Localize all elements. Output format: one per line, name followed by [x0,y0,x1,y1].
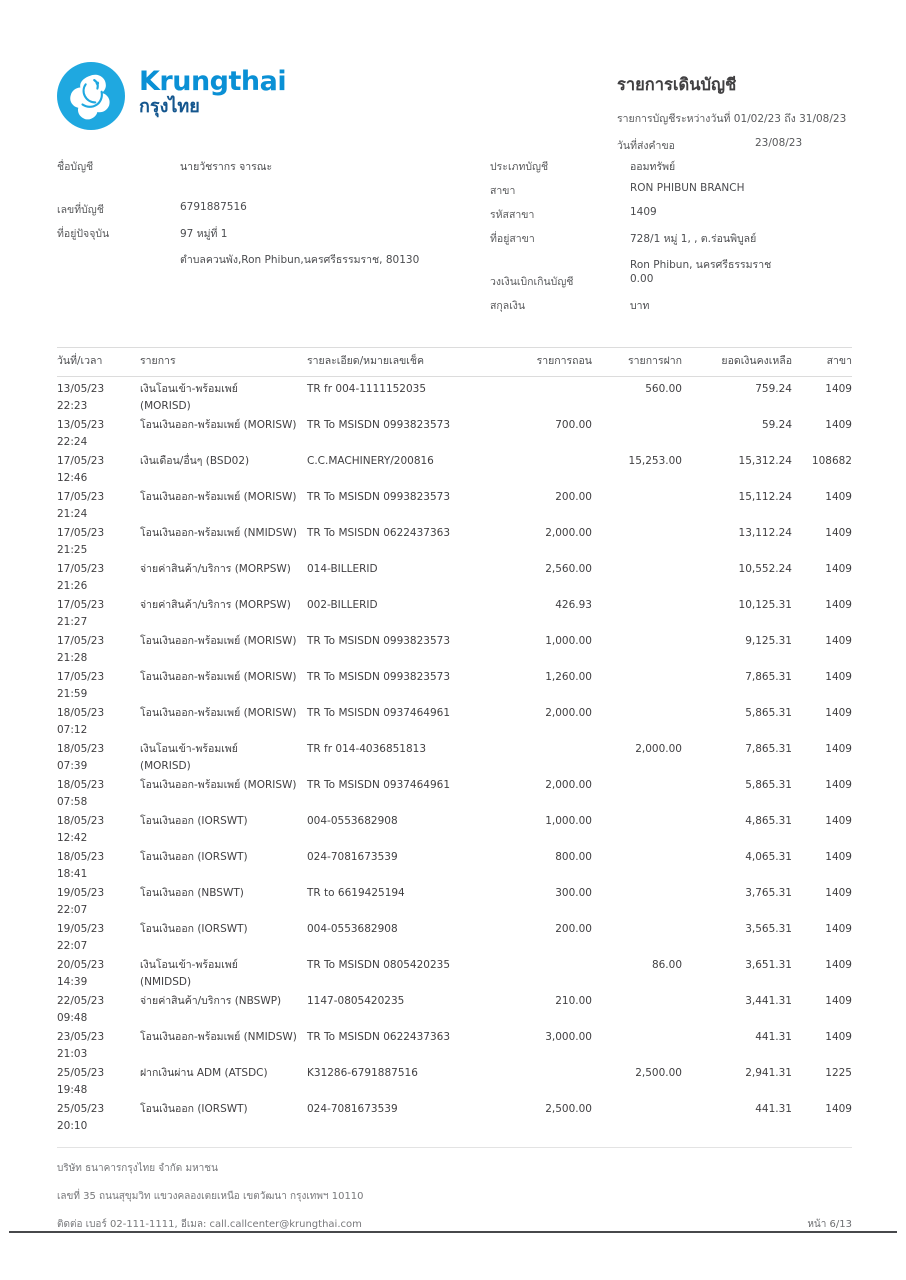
cell-datetime: 17/05/23 21:24 [57,491,105,520]
cell-transaction: โอนเงินออก-พร้อมเพย์ (MORISW) [140,419,297,431]
page-number: หน้า 6/13 [807,1219,852,1230]
cell-datetime: 17/05/23 21:25 [57,527,105,556]
field-value: 1409 [630,206,657,218]
footer-company: บริษัท ธนาคารกรุงไทย จำกัด มหาชน [57,1163,218,1174]
cell-details: TR To MSISDN 0937464961 [307,779,451,791]
cell-datetime: 25/05/23 20:10 [57,1103,105,1132]
cell-balance: 10,125.31 [738,599,792,611]
cell-branch: 1409 [825,563,852,575]
cell-balance: 4,065.31 [745,851,792,863]
account-info-left [57,158,477,268]
cell-details: 014-BILLERID [307,563,378,575]
cell-branch: 1409 [825,383,852,395]
account-field-row [57,201,477,225]
cell-branch: 1409 [825,635,852,647]
cell-transaction: โอนเงินออก (NBSWT) [140,887,244,899]
field-label: วงเงินเบิกเกินบัญชี [490,276,574,288]
statement-period: รายการบัญชีระหว่างวันที่ 01/02/23 ถึง 31/08/23 [617,113,847,125]
cell-transaction: โอนเงินออก (IORSWT) [140,815,248,827]
cell-branch: 1409 [825,815,852,827]
cell-balance: 3,441.31 [745,995,792,1007]
cell-details: TR fr 004-1111152035 [307,383,427,395]
cell-balance: 7,865.31 [745,671,792,683]
cell-transaction: โอนเงินออก (IORSWT) [140,1103,248,1115]
cell-withdrawal: 2,500.00 [545,1103,592,1115]
cell-balance: 10,552.24 [738,563,792,575]
cell-branch: 1409 [825,1031,852,1043]
field-value: 0.00 [630,273,654,285]
footer-address: เลขที่ 35 ถนนสุขุมวิท แขวงคลองเตยเหนือ เขตวัฒนา กรุงเทพฯ 10110 [57,1191,364,1202]
cell-details: TR to 6619425194 [307,887,405,899]
table-row [57,737,852,773]
table-header-row [57,347,852,377]
cell-balance: 13,112.24 [738,527,792,539]
cell-datetime: 17/05/23 12:46 [57,455,105,484]
account-field-row [490,230,890,273]
statement-header [617,72,867,154]
cell-details: 004-0553682908 [307,815,398,827]
field-label: ประเภทบัญชี [490,161,549,173]
cell-datetime: 18/05/23 07:39 [57,743,105,772]
cell-datetime: 19/05/23 22:07 [57,887,105,916]
cell-datetime: 18/05/23 12:42 [57,815,105,844]
cell-details: TR fr 014-4036851813 [307,743,427,755]
statement-table-body [57,377,852,1133]
cell-balance: 15,312.24 [738,455,792,467]
cell-balance: 5,865.31 [745,779,792,791]
cell-transaction: โอนเงินออก-พร้อมเพย์ (MORISW) [140,671,297,683]
cell-balance: 3,565.31 [745,923,792,935]
field-value: ออมทรัพย์ [630,161,676,173]
cell-branch: 1409 [825,491,852,503]
table-row [57,917,852,953]
col-header-balance: ยอดเงินคงเหลือ [721,355,792,367]
col-header-details: รายละเอียด/หมายเลขเช็ค [307,355,424,367]
cell-balance: 7,865.31 [745,743,792,755]
field-value: RON PHIBUN BRANCH [630,182,745,194]
cell-branch: 1409 [825,527,852,539]
cell-branch: 1409 [825,851,852,863]
cell-transaction: โอนเงินออก-พร้อมเพย์ (NMIDSW) [140,527,297,539]
table-row [57,953,852,989]
cell-withdrawal: 210.00 [555,995,592,1007]
cell-details: TR To MSISDN 0993823573 [307,671,451,683]
cell-balance: 3,765.31 [745,887,792,899]
cell-transaction: จ่ายค่าสินค้า/บริการ (NBSWP) [140,995,282,1007]
krungthai-logo [57,62,125,130]
cell-branch: 1225 [825,1067,852,1079]
table-row [57,521,852,557]
cell-withdrawal: 700.00 [555,419,592,431]
cell-balance: 9,125.31 [745,635,792,647]
cell-deposit: 2,000.00 [635,743,682,755]
cell-branch: 1409 [825,1103,852,1115]
cell-deposit: 15,253.00 [628,455,682,467]
cell-withdrawal: 426.93 [555,599,592,611]
cell-transaction: โอนเงินออก-พร้อมเพย์ (MORISW) [140,491,297,503]
statement-table [57,347,852,1133]
col-header-branch: สาขา [826,355,852,367]
col-header-transaction: รายการ [140,355,176,367]
cell-details: C.C.MACHINERY/200816 [307,455,434,467]
cell-withdrawal: 200.00 [555,923,592,935]
table-row [57,701,852,737]
cell-datetime: 17/05/23 21:26 [57,563,105,592]
field-label: สกุลเงิน [490,300,526,312]
cell-balance: 441.31 [755,1031,792,1043]
col-header-datetime: วันที่/เวลา [57,355,103,367]
col-header-withdrawal: รายการถอน [536,355,592,367]
cell-details: 004-0553682908 [307,923,398,935]
account-field-row [490,182,890,206]
page-footer [57,1147,852,1232]
cell-withdrawal: 2,000.00 [545,527,592,539]
field-label: สาขา [490,185,516,197]
cell-details: 1147-0805420235 [307,995,405,1007]
cell-datetime: 18/05/23 07:58 [57,779,105,808]
cell-details: 002-BILLERID [307,599,378,611]
cell-balance: 4,865.31 [745,815,792,827]
cell-branch: 1409 [825,887,852,899]
cell-details: TR To MSISDN 0993823573 [307,419,451,431]
brand-wordmark [139,62,286,116]
cell-details: TR To MSISDN 0805420235 [307,959,451,971]
cell-balance: 59.24 [761,419,792,431]
cell-details: 024-7081673539 [307,851,398,863]
account-field-row [57,225,477,268]
account-field-row [490,158,890,182]
cell-datetime: 17/05/23 21:27 [57,599,105,628]
cell-details: TR To MSISDN 0622437363 [307,527,451,539]
field-value: นายวัชรากร จารณะ [180,161,273,173]
cell-balance: 759.24 [755,383,792,395]
cell-deposit: 560.00 [645,383,682,395]
cell-balance: 441.31 [755,1103,792,1115]
cell-withdrawal: 2,000.00 [545,707,592,719]
cell-balance: 2,941.31 [745,1067,792,1079]
cell-transaction: โอนเงินออก-พร้อมเพย์ (NMIDSW) [140,1031,297,1043]
request-date-value: 23/08/23 [755,137,803,149]
table-row [57,665,852,701]
cell-datetime: 17/05/23 21:59 [57,671,105,700]
cell-withdrawal: 3,000.00 [545,1031,592,1043]
table-row [57,593,852,629]
account-info-right [490,158,890,321]
cell-withdrawal: 2,560.00 [545,563,592,575]
cell-transaction: ฝากเงินผ่าน ADM (ATSDC) [140,1067,268,1079]
field-value: 6791887516 [180,201,247,213]
cell-datetime: 13/05/23 22:24 [57,419,105,448]
cell-datetime: 22/05/23 09:48 [57,995,105,1024]
table-row [57,881,852,917]
table-row [57,989,852,1025]
cell-balance: 3,651.31 [745,959,792,971]
field-label: รหัสสาขา [490,209,535,221]
cell-withdrawal: 200.00 [555,491,592,503]
table-row [57,377,852,413]
table-row [57,845,852,881]
cell-transaction: โอนเงินออก-พร้อมเพย์ (MORISW) [140,779,297,791]
cell-details: TR To MSISDN 0993823573 [307,491,451,503]
field-value: บาท [630,300,650,312]
cell-deposit: 86.00 [651,959,682,971]
field-label: ชื่อบัญชี [57,161,94,173]
request-date-row [617,137,867,154]
cell-transaction: จ่ายค่าสินค้า/บริการ (MORPSW) [140,563,291,575]
table-row [57,1025,852,1061]
account-field-row [490,273,890,297]
field-label: ที่อยู่ปัจจุบัน [57,228,110,240]
cell-transaction: โอนเงินออก-พร้อมเพย์ (MORISW) [140,707,297,719]
vayupak-bird-icon [57,62,125,130]
table-row [57,449,852,485]
table-row [57,809,852,845]
cell-details: TR To MSISDN 0937464961 [307,707,451,719]
cell-balance: 5,865.31 [745,707,792,719]
footer-contact: ติดต่อ เบอร์ 02-111-1111, อีเมล: call.callcenter@krungthai.com [57,1219,362,1230]
cell-datetime: 18/05/23 18:41 [57,851,105,880]
cell-transaction: โอนเงินออก (IORSWT) [140,851,248,863]
cell-details: TR To MSISDN 0622437363 [307,1031,451,1043]
cell-branch: 1409 [825,923,852,935]
cell-datetime: 20/05/23 14:39 [57,959,105,988]
table-row [57,629,852,665]
cell-branch: 1409 [825,995,852,1007]
cell-withdrawal: 1,000.00 [545,815,592,827]
cell-transaction: โอนเงินออก-พร้อมเพย์ (MORISW) [140,635,297,647]
page-title: รายการเดินบัญชี [617,75,737,94]
cell-branch: 1409 [825,743,852,755]
cell-branch: 1409 [825,707,852,719]
table-row [57,773,852,809]
cell-withdrawal: 2,000.00 [545,779,592,791]
field-value: 728/1 หมู่ 1, , ต.ร่อนพิบูลย์ Ron Phibun, นครศรีธรรมราช [630,233,772,271]
table-row [57,1061,852,1097]
cell-details: TR To MSISDN 0993823573 [307,635,451,647]
cell-balance: 15,112.24 [738,491,792,503]
cell-branch: 1409 [825,671,852,683]
cell-branch: 108682 [811,455,852,467]
cell-branch: 1409 [825,599,852,611]
cell-transaction: เงินโอนเข้า-พร้อมเพย์ (MORISD) [140,383,238,412]
cell-branch: 1409 [825,959,852,971]
cell-withdrawal: 1,000.00 [545,635,592,647]
table-row [57,557,852,593]
brand-name-en: Krungthai [139,66,287,97]
cell-withdrawal: 800.00 [555,851,592,863]
cell-datetime: 25/05/23 19:48 [57,1067,105,1096]
brand-header [57,62,286,130]
brand-name-th: กรุงไทย [139,96,200,117]
cell-transaction: เงินโอนเข้า-พร้อมเพย์ (MORISD) [140,743,238,772]
field-label: ที่อยู่สาขา [490,233,535,245]
cell-datetime: 18/05/23 07:12 [57,707,105,736]
account-field-row [490,297,890,321]
table-row [57,413,852,449]
table-row [57,485,852,521]
cell-withdrawal: 1,260.00 [545,671,592,683]
cell-datetime: 13/05/23 22:23 [57,383,105,412]
cell-details: 024-7081673539 [307,1103,398,1115]
cell-details: K31286-6791887516 [307,1067,418,1079]
cell-deposit: 2,500.00 [635,1067,682,1079]
cell-datetime: 23/05/23 21:03 [57,1031,105,1060]
field-label: เลขที่บัญชี [57,204,104,216]
cell-withdrawal: 300.00 [555,887,592,899]
bottom-divider [9,1231,897,1233]
field-value: 97 หมู่ที่ 1 ตำบลควนพัง,Ron Phibun,นครศรีธรรมราช, 80130 [180,228,420,266]
col-header-deposit: รายการฝาก [628,355,682,367]
cell-branch: 1409 [825,779,852,791]
cell-datetime: 19/05/23 22:07 [57,923,105,952]
account-field-row [490,206,890,230]
cell-transaction: เงินโอนเข้า-พร้อมเพย์ (NMIDSD) [140,959,238,988]
cell-transaction: จ่ายค่าสินค้า/บริการ (MORPSW) [140,599,291,611]
cell-branch: 1409 [825,419,852,431]
cell-transaction: โอนเงินออก (IORSWT) [140,923,248,935]
cell-transaction: เงินเดือน/อื่นๆ (BSD02) [140,455,250,467]
account-field-row [57,158,477,182]
request-date-label: วันที่ส่งคำขอ [617,140,675,152]
cell-datetime: 17/05/23 21:28 [57,635,105,664]
table-row [57,1097,852,1133]
